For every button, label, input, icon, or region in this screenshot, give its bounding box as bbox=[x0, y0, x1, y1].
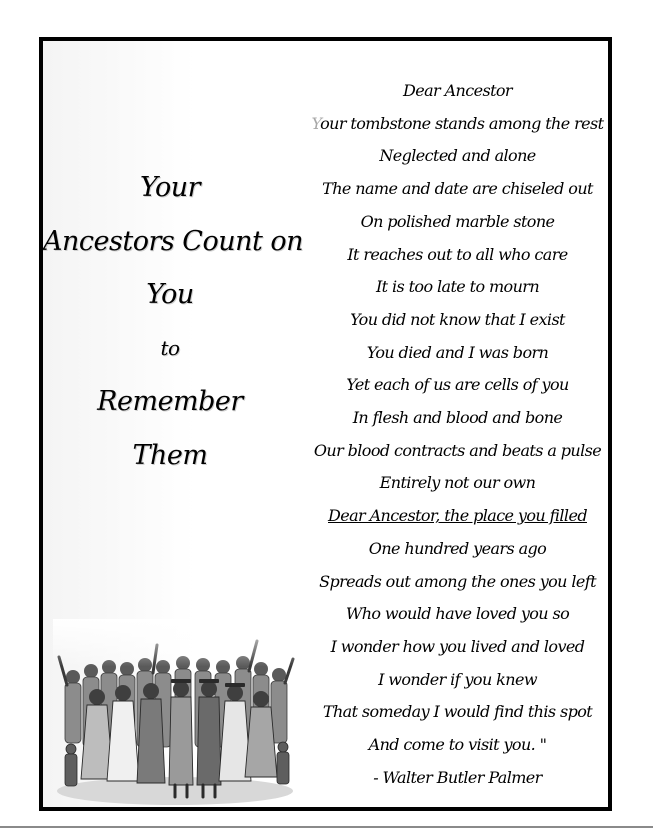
title-line-3: You bbox=[146, 279, 194, 310]
title-line-5: Remember bbox=[97, 386, 243, 417]
poem-line-21: And come to visit you. " bbox=[368, 735, 547, 755]
poem-line-7: It is too late to mourn bbox=[375, 277, 540, 297]
poem-line-10: Yet each of us are cells of you bbox=[346, 375, 569, 395]
poem-line-5: On polished marble stone bbox=[360, 211, 555, 231]
poem-line-9: You died and I was born bbox=[366, 342, 549, 362]
title-block bbox=[43, 161, 304, 482]
poem-line-15: One hundred years ago bbox=[368, 538, 547, 558]
poem-line-13: Entirely not our own bbox=[379, 473, 536, 493]
poem-line-18: I wonder how you lived and loved bbox=[330, 636, 585, 656]
poem-line-4: The name and date are chiseled out bbox=[322, 179, 593, 199]
title-line-6: Them bbox=[132, 439, 208, 471]
poem-line-3: Neglected and alone bbox=[379, 146, 536, 166]
title-line-1: Your bbox=[139, 172, 201, 203]
poem-line-17: Who would have loved you so bbox=[345, 604, 570, 624]
poem-line-12: Our blood contracts and beats a pulse bbox=[313, 440, 602, 460]
poem-line-11: In flesh and blood and bone bbox=[352, 408, 563, 428]
title-line-2: Ancestors Count on bbox=[43, 225, 304, 257]
poem-line-6: It reaches out to all who care bbox=[347, 244, 568, 264]
left-panel bbox=[43, 41, 304, 807]
poem bbox=[305, 75, 610, 794]
title-line-4: to bbox=[160, 335, 180, 360]
poem-line-14: Dear Ancestor, the place you filled bbox=[328, 506, 587, 526]
poem-line-19: I wonder if you knew bbox=[378, 669, 537, 689]
poem-line-16: Spreads out among the ones you left bbox=[319, 571, 596, 591]
bordered-frame bbox=[39, 37, 612, 811]
bottom-divider bbox=[0, 826, 653, 828]
crowd-illustration-icon bbox=[53, 619, 297, 809]
poem-line-8: You did not know that I exist bbox=[350, 309, 565, 329]
poem-line-2: Your tombstone stands among the rest bbox=[311, 113, 604, 133]
poem-line-1: Dear Ancestor bbox=[403, 81, 512, 100]
poem-line-20: That someday I would find this spot bbox=[322, 702, 593, 722]
poem-attribution: - Walter Butler Palmer bbox=[373, 767, 542, 787]
